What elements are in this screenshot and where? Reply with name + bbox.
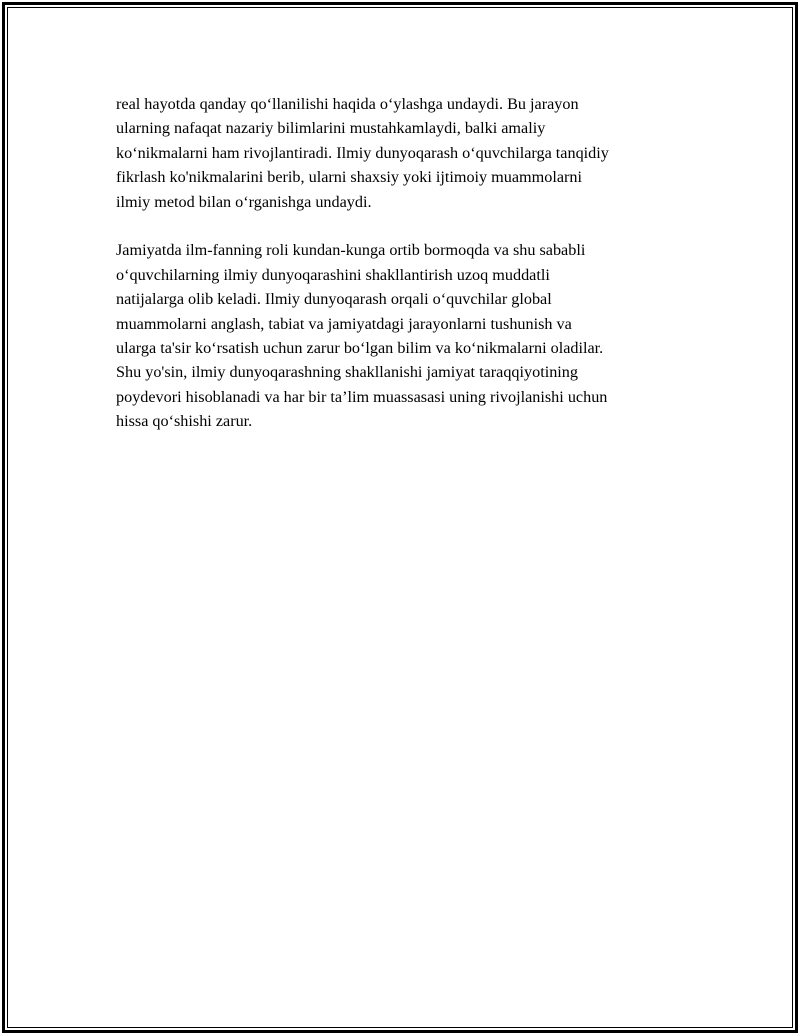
paragraph-2 bbox=[116, 238, 681, 433]
text-line: o‘quvchilarning ilmiy dunyoqarashini shakllantirish uzoq muddatli bbox=[116, 265, 550, 284]
text-line: natijalarga olib keladi. Ilmiy dunyoqarash orqali o‘quvchilar global bbox=[116, 290, 552, 309]
text-line: real hayotda qanday qo‘llanilishi haqida o‘ylashga undaydi. Bu jarayon bbox=[116, 95, 579, 113]
text-line: Jamiyatda ilm-fanning roli kundan-kunga ortib bormoqda va shu sababli bbox=[116, 241, 586, 260]
text-line: ularga ta'sir ko‘rsatish uchun zarur bo‘lgan bilim va ko‘nikmalarni oladilar. bbox=[116, 339, 604, 358]
text-line: muammolarni anglash, tabiat va jamiyatdagi jarayonlarni tushunish va bbox=[116, 314, 572, 333]
text-line: ilmiy metod bilan o‘rganishga undaydi. bbox=[116, 192, 372, 211]
text-line: Shu yo'sin, ilmiy dunyoqarashning shakllanishi jamiyat taraqqiyotining bbox=[116, 363, 578, 382]
text-line: ularning nafaqat nazariy bilimlarini mustahkamlaydi, balki amaliy bbox=[116, 119, 546, 138]
text-line: hissa qo‘shishi zarur. bbox=[116, 412, 253, 431]
text-line: poydevori hisoblanadi va har bir ta’lim muassasasi uning rivojlanishi uchun bbox=[116, 387, 608, 406]
document-body bbox=[116, 92, 681, 458]
text-line: ko‘nikmalarni ham rivojlantiradi. Ilmiy dunyoqarash o‘quvchilarga tanqidiy bbox=[116, 143, 609, 162]
text-line: fikrlash ko'nikmalarini berib, ularni shaxsiy yoki ijtimoiy muammolarni bbox=[116, 168, 582, 187]
paragraph-1 bbox=[116, 92, 681, 214]
